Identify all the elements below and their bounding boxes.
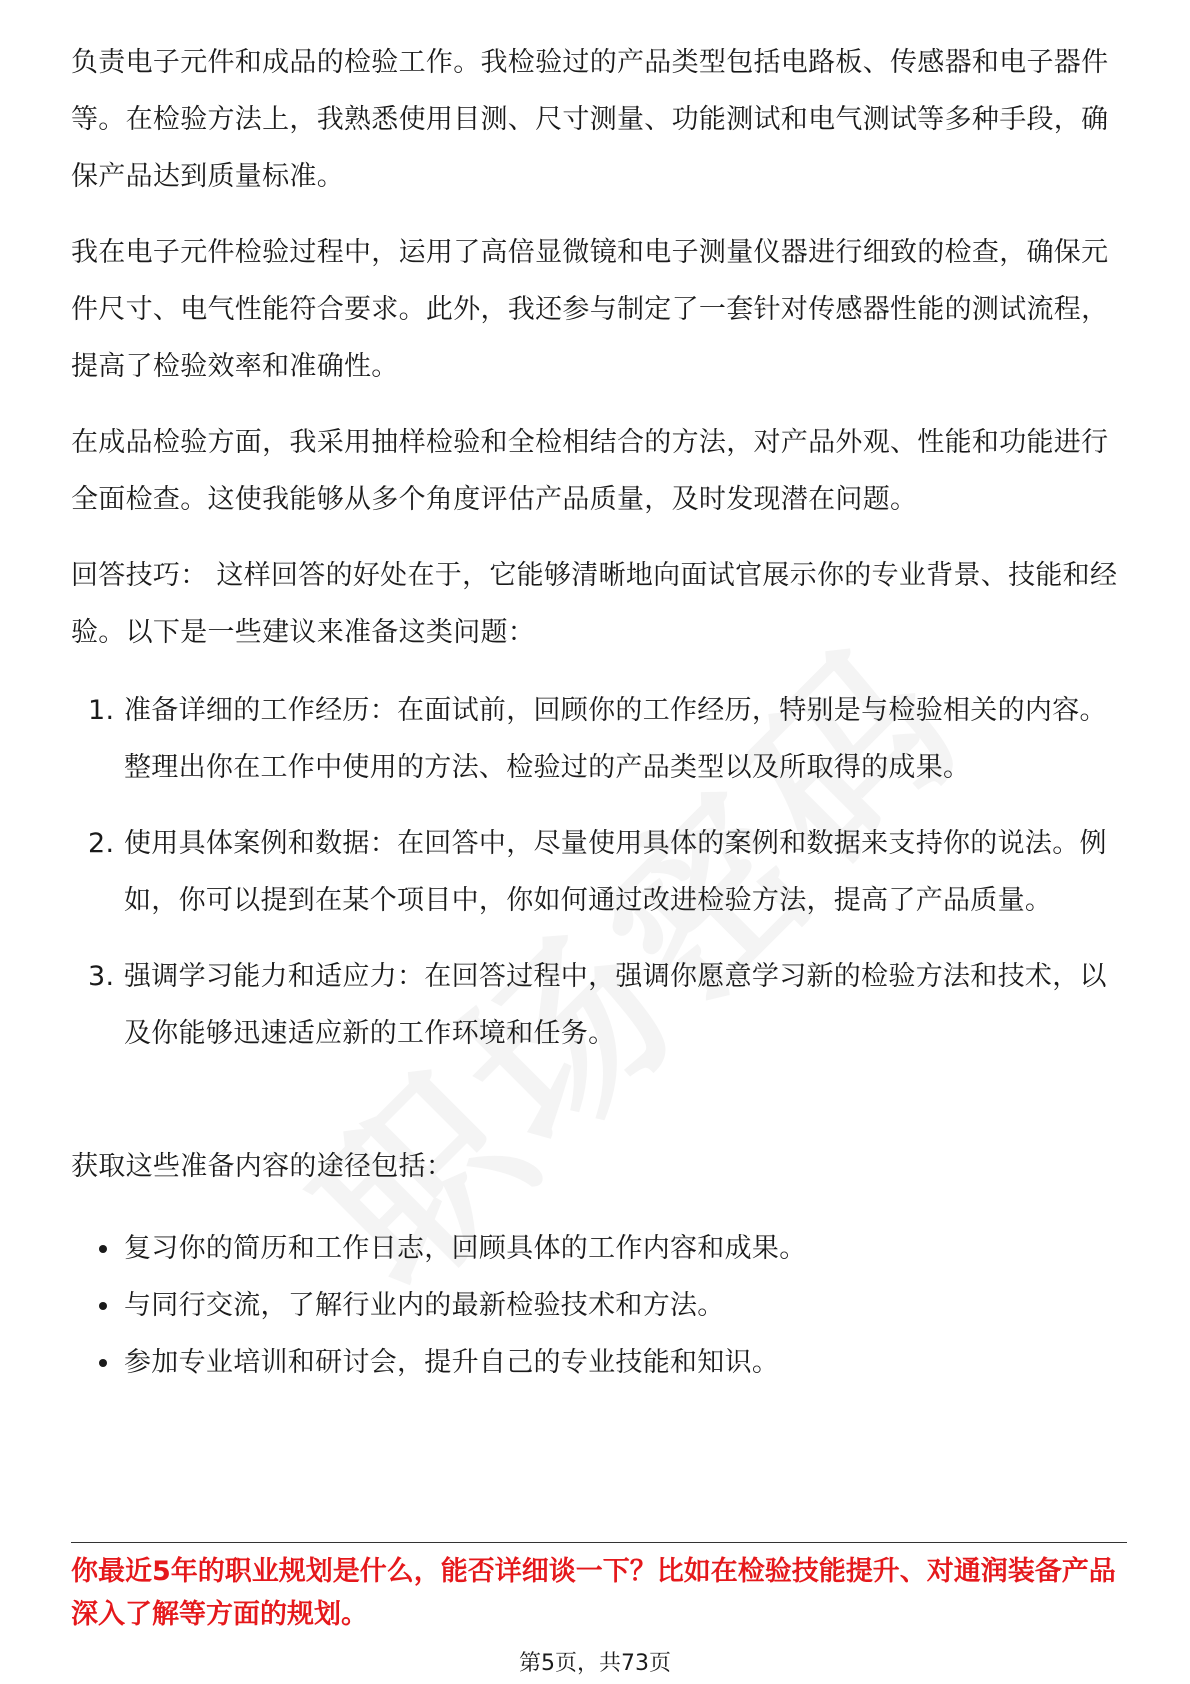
bullet-icon <box>99 1359 107 1367</box>
paragraph-component-inspection: 我在电子元件检验过程中，运用了高倍显微镜和电子测量仪器进行细致的检查，确保元件尺寸、电气性能符合要求。此外，我还参与制定了一套针对传感器性能的测试流程，提高了检验效率和准确性。 <box>71 237 1109 382</box>
list-item-text: 复习你的简历和工作日志，回顾具体的工作内容和成果。 <box>124 1233 807 1264</box>
bullet-icon <box>99 1302 107 1310</box>
next-question-heading: 你最近5年的职业规划是什么，能否详细谈一下？比如在检验技能提升、对通润装备产品深入了解等方面的规划。 <box>71 1556 1116 1630</box>
ways-list <box>71 1220 1121 1391</box>
list-number: 2. <box>88 828 115 859</box>
list-item <box>71 948 1121 1062</box>
list-item-text: 参加专业培训和研讨会，提升自己的专业技能和知识。 <box>124 1347 780 1378</box>
list-number: 3. <box>88 961 115 992</box>
section-divider <box>71 1542 1127 1543</box>
list-item-text: 使用具体案例和数据：在回答中，尽量使用具体的案例和数据来支持你的说法。例如，你可以提到在某个项目中，你如何通过改进检验方法，提高了产品质量。 <box>124 828 1107 916</box>
list-item <box>71 815 1121 929</box>
page-number: 第5页，共73页 <box>519 1651 671 1676</box>
list-item <box>71 1334 1121 1391</box>
list-item <box>71 1277 1121 1334</box>
list-item <box>71 682 1121 796</box>
preparation-list <box>71 682 1121 1062</box>
paragraph-inspection-work: 负责电子元件和成品的检验工作。我检验过的产品类型包括电路板、传感器和电子器件等。在检验方法上，我熟悉使用目测、尺寸测量、功能测试和电气测试等多种手段，确保产品达到质量标准。 <box>71 47 1109 192</box>
list-item <box>71 1220 1121 1277</box>
list-number: 1. <box>88 695 115 726</box>
list-item-text: 强调学习能力和适应力：在回答过程中，强调你愿意学习新的检验方法和技术，以及你能够迅速适应新的工作环境和任务。 <box>124 961 1107 1049</box>
paragraph-product-inspection: 在成品检验方面，我采用抽样检验和全检相结合的方法，对产品外观、性能和功能进行全面检查。这使我能够从多个角度评估产品质量，及时发现潜在问题。 <box>71 427 1109 515</box>
list-item-text: 与同行交流，了解行业内的最新检验技术和方法。 <box>124 1290 725 1321</box>
paragraph-answer-tips: 回答技巧： 这样回答的好处在于，它能够清晰地向面试官展示你的专业背景、技能和经验。以下是一些建议来准备这类问题： <box>71 560 1118 648</box>
bullet-icon <box>99 1245 107 1253</box>
list-item-text: 准备详细的工作经历：在面试前，回顾你的工作经历，特别是与检验相关的内容。整理出你在工作中使用的方法、检验过的产品类型以及所取得的成果。 <box>124 695 1107 783</box>
ways-heading: 获取这些准备内容的途径包括： <box>71 1151 454 1182</box>
